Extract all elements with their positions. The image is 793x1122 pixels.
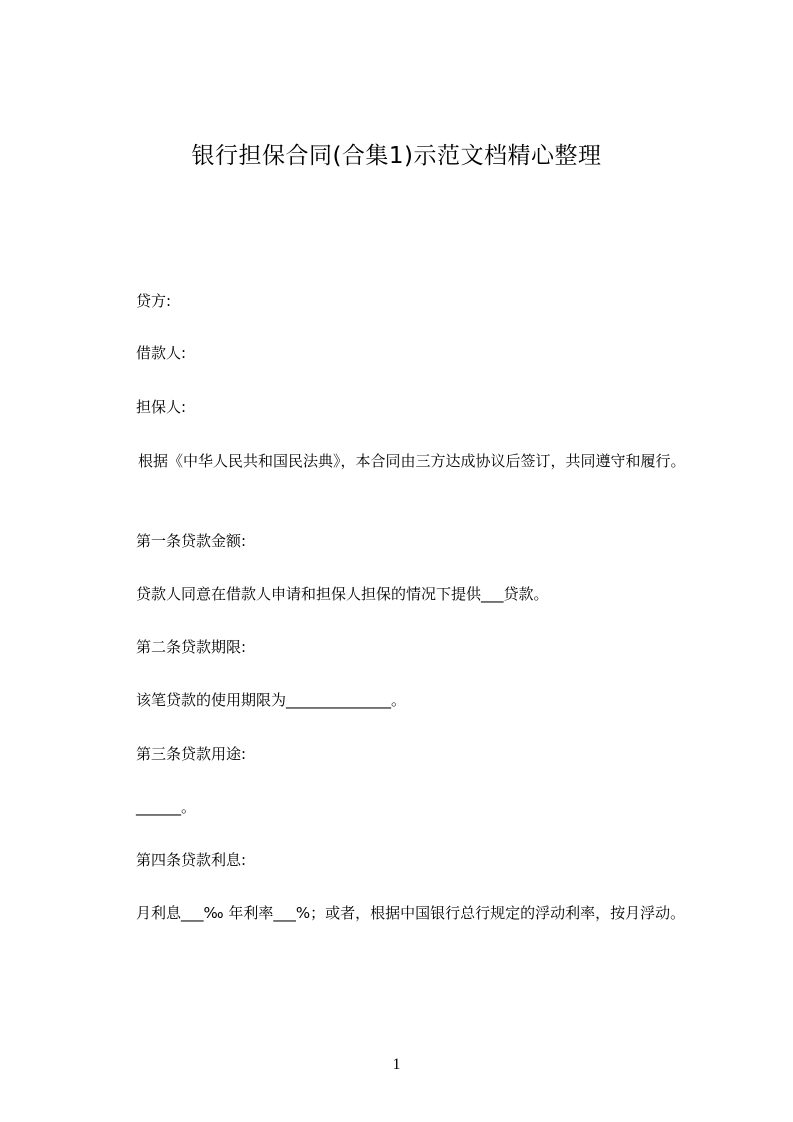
article-2-heading: 第二条贷款期限:	[136, 638, 247, 656]
article-2-body: 该笔贷款的使用期限为______________。	[136, 691, 407, 709]
guarantor-label: 担保人:	[136, 398, 187, 416]
article-1-body: 贷款人同意在借款人申请和担保人担保的情况下提供___贷款。	[136, 585, 549, 603]
article-4-body: 月利息___‰ 年利率___%；或者，根据中国银行总行规定的浮动利率，按月浮动。	[136, 904, 686, 922]
article-3-heading: 第三条贷款用途:	[136, 745, 247, 763]
preamble-paragraph: 根据《中华人民共和国民法典》，本合同由三方达成协议后签订，共同遵守和履行。	[138, 452, 686, 470]
article-4-heading: 第四条贷款利息:	[136, 851, 247, 869]
page-number: 1	[392, 1056, 401, 1073]
document-title: 银行担保合同(合集1)示范文档精心整理	[191, 143, 602, 169]
article-3-body: ______。	[136, 798, 197, 816]
borrower-label: 借款人:	[136, 344, 187, 362]
lender-label: 贷方:	[136, 292, 172, 310]
article-1-heading: 第一条贷款金额:	[136, 532, 247, 550]
